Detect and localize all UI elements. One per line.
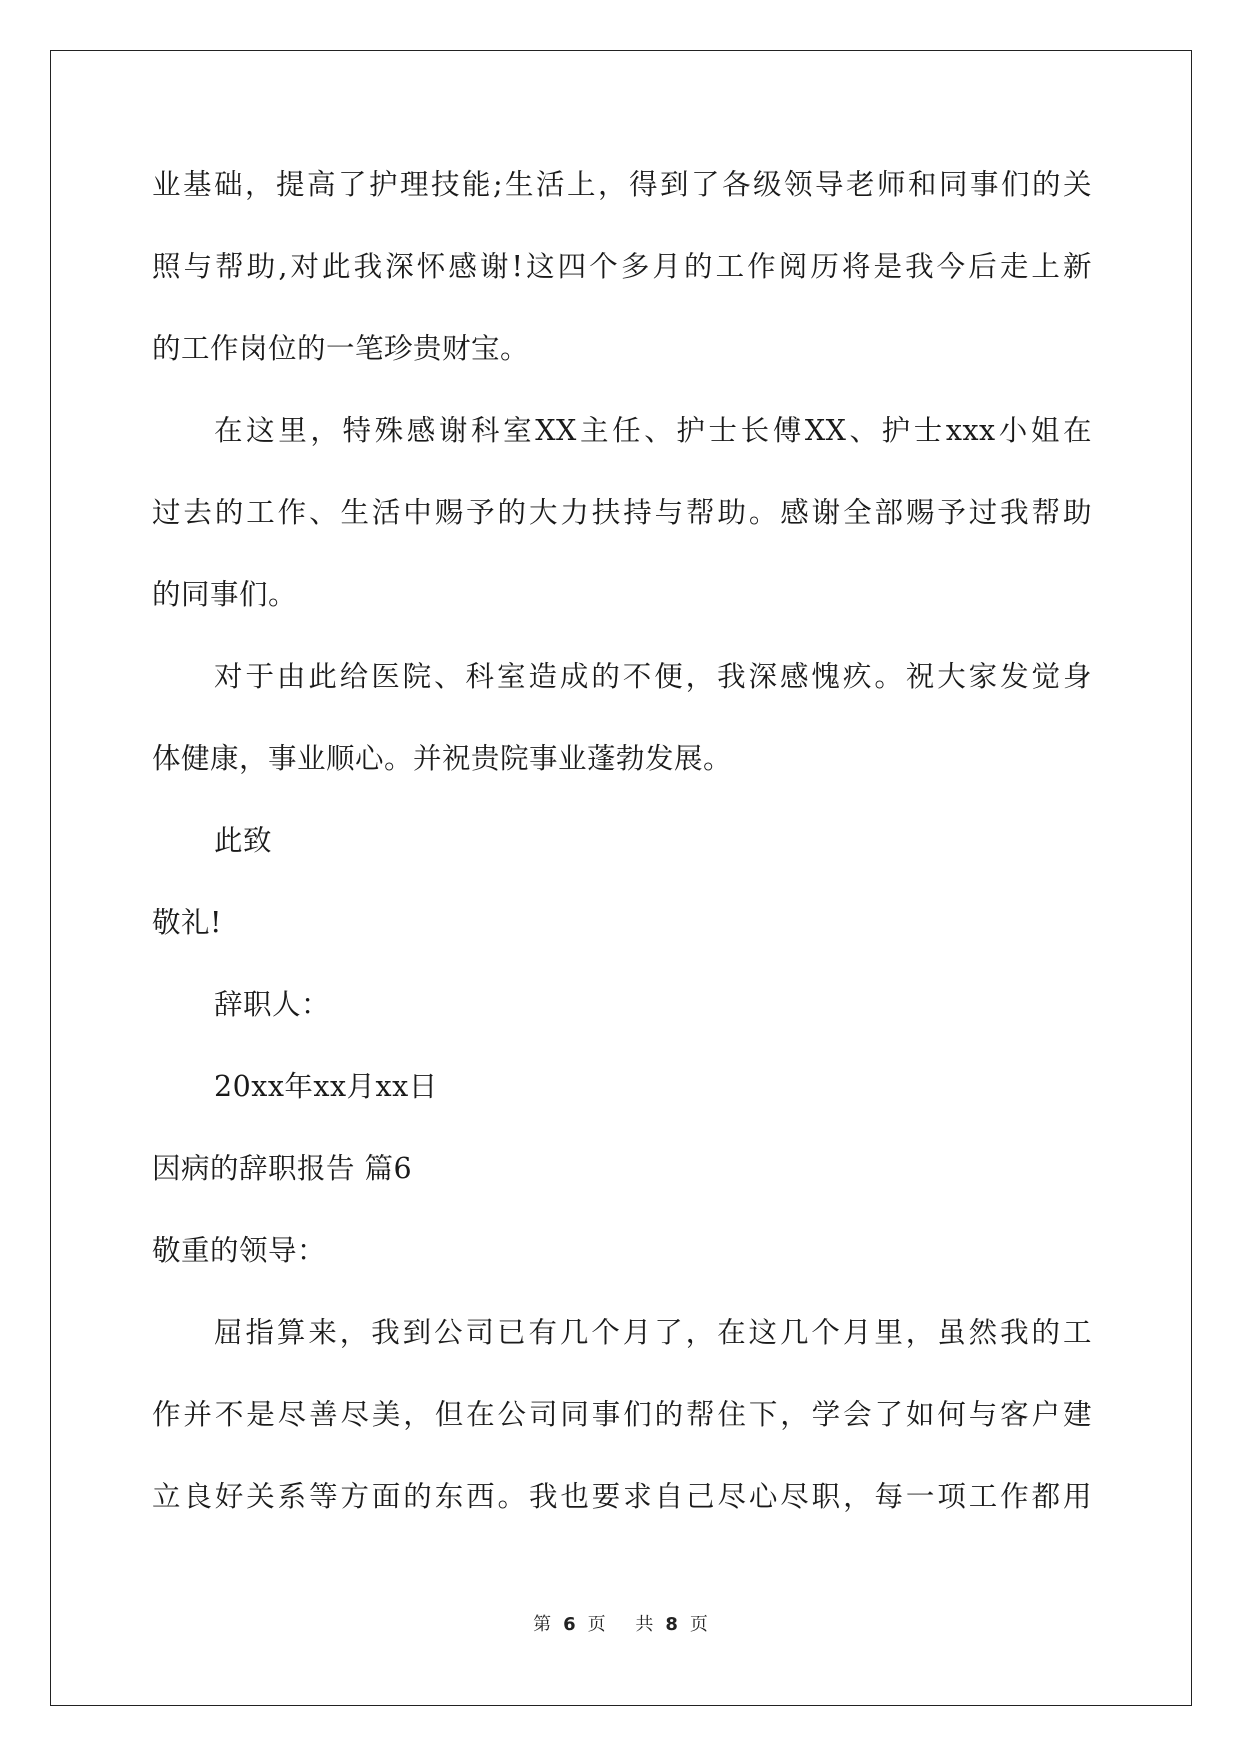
text-line: 的工作岗位的一笔珍贵财宝。 bbox=[152, 332, 530, 365]
text-line: 对于由此给医院、科室造成的不便，我深感愧疚。祝大家发觉身 bbox=[214, 660, 1092, 693]
total-prefix: 共 bbox=[635, 1614, 654, 1635]
document-body bbox=[152, 160, 1092, 1554]
text-line: 体健康，事业顺心。并祝贵院事业蓬勃发展。 bbox=[152, 742, 733, 775]
total-pages-number: 8 bbox=[665, 1614, 678, 1635]
text-line: 过去的工作、生活中赐予的大力扶持与帮助。感谢全部赐予过我帮助 bbox=[152, 496, 1092, 529]
greeting: 敬重的领导： bbox=[152, 1234, 327, 1267]
date-line: 20xx年xx月xx日 bbox=[214, 1070, 438, 1103]
section-heading: 因病的辞职报告 篇6 bbox=[152, 1152, 413, 1185]
page-prefix: 第 bbox=[533, 1614, 552, 1635]
text-line: 作并不是尽善尽美，但在公司同事们的帮住下，学会了如何与客户建 bbox=[152, 1398, 1092, 1431]
page-footer bbox=[0, 1610, 1241, 1636]
signature-label: 辞职人： bbox=[214, 988, 331, 1021]
text-line: 照与帮助,对此我深怀感谢!这四个多月的工作阅历将是我今后走上新 bbox=[152, 250, 1092, 283]
current-page-number: 6 bbox=[563, 1614, 576, 1635]
text-line: 在这里，特殊感谢科室XX主任、护士长傅XX、护士xxx小姐在 bbox=[214, 414, 1092, 447]
text-line: 的同事们。 bbox=[152, 578, 298, 611]
closing-salutation: 此致 bbox=[214, 824, 273, 857]
text-line: 业基础，提高了护理技能;生活上，得到了各级领导老师和同事们的关 bbox=[152, 168, 1092, 201]
total-pages-indicator bbox=[629, 1614, 714, 1635]
page-suffix: 页 bbox=[587, 1614, 606, 1635]
text-line: 立良好关系等方面的东西。我也要求自己尽心尽职，每一项工作都用 bbox=[152, 1480, 1092, 1513]
text-line: 屈指算来，我到公司已有几个月了，在这几个月里，虽然我的工 bbox=[214, 1316, 1092, 1349]
page-indicator bbox=[527, 1614, 612, 1635]
total-suffix: 页 bbox=[689, 1614, 708, 1635]
closing-regards: 敬礼! bbox=[152, 906, 222, 939]
